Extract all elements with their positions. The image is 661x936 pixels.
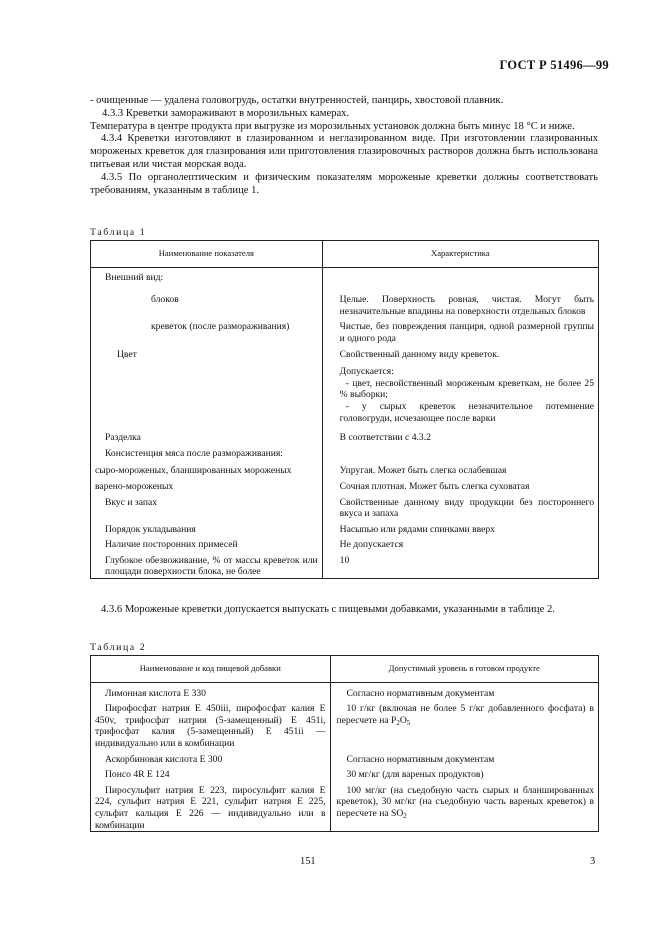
table2-permitted-level: 30 мг/кг (для вареных продуктов) [346,769,484,781]
table1-cell-value [322,493,598,520]
table1-cell-name [91,424,323,444]
table2-cell-value [330,699,598,749]
table2-header-name: Наименование и код пищевой добавки [91,656,331,683]
table1-cell-name [91,459,323,477]
table1-characteristic: Не допускается [339,539,404,551]
table1-cell-name [91,317,323,344]
table2-permitted-level: Согласно нормативным документам [346,753,495,765]
table1-cell-value [322,360,598,424]
table1-cell-name [91,360,323,424]
table1-cell-value [322,551,598,579]
table1-row [91,551,599,579]
page-number: 151 [300,856,316,867]
table2-cell-value [330,682,598,699]
table2-cell-name [91,750,331,766]
table1-indicator-name: Цвет [117,348,137,360]
table1-characteristic: 10 [339,554,350,566]
table1-indicator-name: Порядок укладывания [105,523,196,535]
para-temperature: Температура в центре продукта при выгрузке из морозильных установок должна быть минус 18 °С и ниже. [90,120,575,132]
table-1 [90,240,599,579]
table1-cell-value [322,459,598,477]
table1-characteristic: Чистые, без повреждения панциря, одной размерной группы и одного рода [339,321,594,344]
table1-header-name: Наименование показателя [91,241,323,268]
intro-text [90,95,598,197]
table1-row [91,477,599,493]
table2-permitted-level: Согласно нормативным документам [346,687,495,699]
table2-row [91,781,599,832]
table2-additive-name: Пирофосфат натрия Е 450iii, пирофосфат калия Е 450v, трифосфат натрия (5-замещенный) Е 451i, трифосфат калия (5-замещенный) Е 451ii — индивидуально или в комбинации [95,703,326,749]
table2-cell-value [330,765,598,781]
table1-caption: Таблица 1 [90,227,147,238]
table1-row [91,444,599,460]
table1-indicator-name: Разделка [105,432,141,444]
table1-indicator-name: Консистенция мяса после размораживания: [105,447,283,459]
table1-cell-value [322,520,598,536]
table1-cell-value [322,535,598,551]
table2-cell-value [330,781,598,832]
table1-row [91,424,599,444]
table2-row [91,750,599,766]
table1-cell-value [322,424,598,444]
document-code: ГОСТ Р 51496—99 [499,58,609,72]
table2-cell-name [91,682,331,699]
table1-indicator-name: Глубокое обезвоживание, % от массы креветок или площади поверхности блока, не более [105,554,318,578]
table1-characteristic: Насыпью или рядами спинками вверх [339,523,495,535]
table1-row [91,345,599,361]
table1-cell-value [322,283,598,317]
table1-row [91,520,599,536]
table1-cell-name [91,493,323,520]
table1-indicator-name: варено-мороженых [95,480,174,492]
table1-cell-name [91,283,323,317]
table2-row [91,765,599,781]
table-2 [90,655,599,832]
table1-cell-value [322,267,598,283]
table1-indicator-name: Наличие посторонних примесей [105,539,238,551]
table1-cell-name [91,267,323,283]
table2-row [91,682,599,699]
table1-characteristic: Допускается: - цвет, несвойственный мороженым креветкам, не более 25 % выборки; - у сырых креветок незначительное потемнение головогруди, исчезающее после варки [339,366,594,424]
table2-cell-name [91,765,331,781]
table1-indicator-name: Вкус и запах [105,496,158,508]
table2-permitted-level: 10 г/кг (включая не более 5 г/кг добавленного фосфата) в пересчете на $P_2O_5$ [336,703,594,727]
table1-cell-value [322,345,598,361]
table1-cell-value [322,444,598,460]
table1-characteristic: Сочная плотная. Может быть слегка суховатая [339,480,530,492]
table2-additive-name: Лимонная кислота Е 330 [105,687,206,699]
para-4-3-3: 4.3.3 Креветки замораживают в морозильных камерах. [102,107,350,119]
table1-row [91,267,599,283]
table1-cell-value [322,317,598,344]
table1-indicator-name: Внешний вид: [105,271,164,283]
para-4-3-6: 4.3.6 Мороженые креветки допускается выпускать с пищевыми добавками, указанными в таблице 2. [101,604,555,615]
table1-cell-name [91,520,323,536]
table1-cell-name [91,535,323,551]
table2-header-value: Допустимый уровень в готовом продукте [330,656,598,683]
table1-row [91,317,599,344]
table1-characteristic: Целые. Поверхность ровная, чистая. Могут быть незначительные впадины на поверхности отдельных блоков [339,294,594,317]
para-4-3-4: 4.3.4 Креветки изготовляют в глазированном и неглазированном виде. При изготовлении глазированных мороженых креветок для глазирования или приготовления глазировочных растворов должна быть использована питьевая или чистая морская вода. [90,133,598,170]
table2-additive-name: Аскорбиновая кислота Е 300 [105,753,223,765]
table1-row [91,459,599,477]
table2-cell-name [91,781,331,832]
table2-row [91,699,599,749]
para-4-3-5: 4.3.5 По органолептическим и физическим показателям мороженые креветки должны соответствовать требованиям, указанным в таблице 1. [90,171,598,196]
table1-characteristic: Упругая. Может быть слегка ослабевшая [339,465,507,477]
table1-cell-name [91,477,323,493]
table1-characteristic: В соответствии с 4.3.2 [339,432,431,444]
table1-header-value: Характеристика [322,241,598,268]
table1-row [91,360,599,424]
table1-characteristic: Свойственные данному виду продукции без постороннего вкуса и запаха [339,496,594,520]
para-cleaned: - очищенные — удалена головогрудь, остатки внутренностей, панцирь, хвостовой плавник. [90,95,504,106]
table2-additive-name: Понсо 4R Е 124 [105,769,170,781]
table1-row [91,283,599,317]
para-4-3-6-block [90,604,598,617]
table1-cell-value [322,477,598,493]
table1-characteristic: Свойственный данному виду креветок. [339,348,500,360]
table1-row [91,535,599,551]
table1-indicator-name: креветок (после размораживания) [151,321,290,333]
table1-indicator-name: блоков [151,294,179,306]
table2-cell-value [330,750,598,766]
table2-caption: Таблица 2 [90,642,147,653]
table1-row [91,493,599,520]
sheet-number: 3 [590,856,596,867]
table2-permitted-level: 100 мг/кг (на съедобную часть сырых и бланшированных креветок), 30 мг/кг (на съедобную часть вареных креветок) в пересчете на $SO_2$ [336,784,594,820]
table1-cell-name [91,444,323,460]
table1-cell-name [91,551,323,579]
table2-additive-name: Пиросульфит натрия Е 223, пиросульфит калия Е 224, сульфит натрия Е 221, сульфит натрия Е 225, сульфит кальция Е 226 — индивидуально или в комбинации [95,784,326,831]
table1-indicator-name: сыро-мороженых, бланшированных мороженых [95,465,292,477]
table2-cell-name [91,699,331,749]
table1-cell-name [91,345,323,361]
